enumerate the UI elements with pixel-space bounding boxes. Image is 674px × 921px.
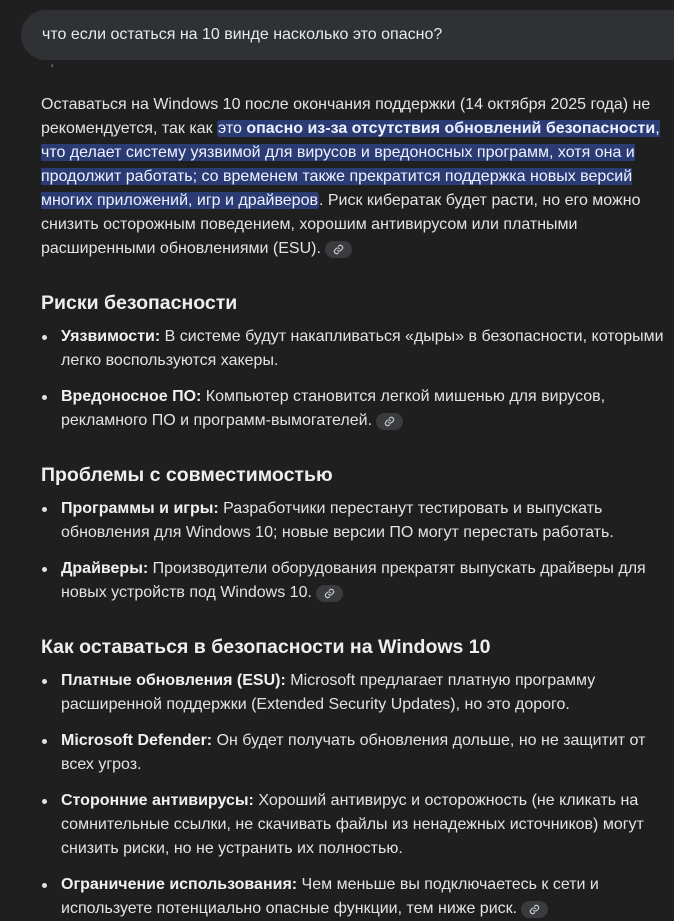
bullet-dot: [42, 567, 47, 572]
highlight-post: , что делает систему уязвимой для вирусов и вредоносных программ, хотя она и продолжит работать; со временем также прекратится поддержка новых версий многих приложений, игр и драйверов: [41, 120, 660, 209]
item-term: Сторонние антивирусы:: [61, 792, 254, 809]
highlight-pre: это: [218, 120, 247, 137]
list-item: [41, 325, 671, 373]
source-link-chip[interactable]: [376, 413, 403, 430]
answer-sections: [41, 291, 671, 921]
bullet-dot: [42, 739, 47, 744]
source-link-chip[interactable]: [325, 241, 352, 258]
intro-paragraph: [41, 93, 671, 261]
bullet-list: [41, 497, 671, 605]
intro-text-start: Оставаться на Windows 10 после окончания поддержки (14 октября 2025 года) не рекомендуется, так как: [41, 96, 651, 137]
section-heading: Риски безопасности: [41, 292, 238, 314]
bullet-list: [41, 325, 671, 433]
list-item: [41, 873, 671, 921]
item-term: Уязвимости:: [61, 328, 161, 345]
bullet-dot: [42, 507, 47, 512]
list-item: [41, 557, 671, 605]
link-icon: [529, 904, 540, 915]
list-item: [41, 789, 671, 861]
section-heading: Как оставаться в безопасности на Windows 10: [41, 636, 491, 658]
item-term: Ограничение использования:: [61, 876, 298, 893]
ai-answer: [41, 93, 671, 921]
bullet-dot: [42, 395, 47, 400]
item-text: В системе будут накапливаться «дыры» в безопасности, которыми легко воспользуются хакеры.: [61, 328, 664, 369]
bullet-dot: [42, 883, 47, 888]
bullet-list: [41, 669, 671, 921]
item-term: Драйверы:: [61, 560, 149, 577]
user-query-text: что если остаться на 10 винде насколько это опасно?: [42, 26, 443, 43]
source-link-chip[interactable]: [521, 901, 548, 918]
highlight-bold: опасно из-за отсутствия обновлений безопасности: [246, 120, 656, 137]
item-text: Разработчики перестанут тестировать и выпускать обновления для Windows 10; новые версии ПО могут перестать работать.: [61, 500, 614, 541]
link-icon: [384, 416, 395, 427]
item-text: Microsoft предлагает платную программу расширенной поддержки (Extended Security Updates), но это дорого.: [61, 672, 596, 713]
item-text: Компьютер становится легкой мишенью для вирусов, рекламного ПО и программ-вымогателей.: [61, 388, 606, 429]
item-text: Производители оборудования прекратят выпускать драйверы для новых устройств под Windows 10.: [61, 560, 646, 601]
link-icon: [324, 588, 335, 599]
item-text: Он будет получать обновления дольше, но не защитит от всех угроз.: [61, 732, 646, 773]
list-item: [41, 669, 671, 717]
item-term: Программы и игры:: [61, 500, 219, 517]
item-term: Microsoft Defender:: [61, 732, 213, 749]
bullet-dot: [42, 679, 47, 684]
list-item: [41, 385, 671, 433]
bullet-dot: [42, 799, 47, 804]
intro-text-end: . Риск кибератак будет расти, но его можно снизить осторожным поведением, хорошим антивирусом или платными расширенными обновлениями (ESU).: [41, 192, 641, 257]
source-link-chip[interactable]: [316, 585, 343, 602]
item-term: Платные обновления (ESU):: [61, 672, 286, 689]
section-heading: Проблемы с совместимостью: [41, 464, 333, 486]
list-item: [41, 497, 671, 545]
list-item: [41, 729, 671, 777]
bullet-dot: [42, 335, 47, 340]
item-text: Хороший антивирус и осторожность (не кликать на сомнительные ссылки, не скачивать файлы из ненадежных источников) могут снизить риски, но не устранить их полностью.: [61, 792, 644, 857]
item-term: Вредоносное ПО:: [61, 388, 202, 405]
item-text: Чем меньше вы подключаетесь к сети и используете потенциально опасные функции, тем ниже риск.: [61, 876, 599, 917]
small-mark: ': [51, 62, 54, 76]
user-query-bubble: [21, 10, 674, 60]
link-icon: [333, 244, 344, 255]
